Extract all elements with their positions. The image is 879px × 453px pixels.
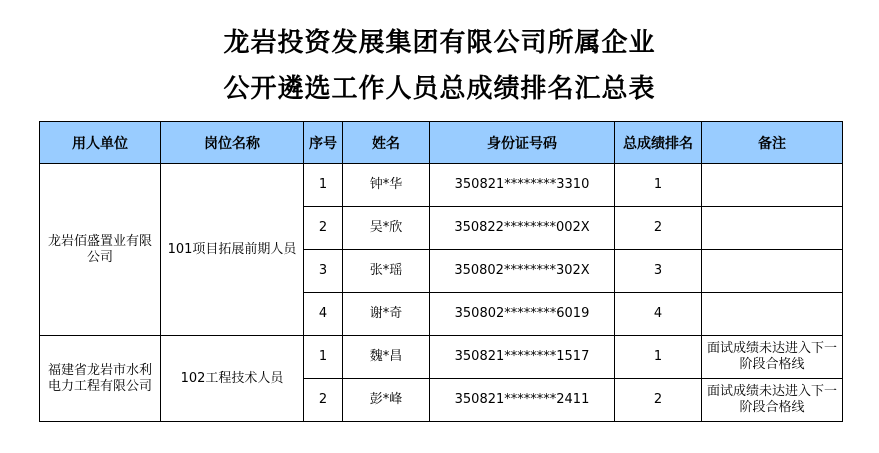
header-unit: 用人单位 xyxy=(40,122,161,164)
page-title-line1: 龙岩投资发展集团有限公司所属企业 xyxy=(223,28,656,58)
header-remark: 备注 xyxy=(702,122,843,164)
id-cell: 350822********002X xyxy=(430,207,615,250)
id-cell: 350821********2411 xyxy=(430,379,615,422)
ranking-table xyxy=(39,121,843,422)
rank-cell: 2 xyxy=(615,207,702,250)
remark-cell xyxy=(702,207,843,250)
unit-cell: 龙岩佰盛置业有限公司 xyxy=(40,164,161,336)
header-position: 岗位名称 xyxy=(161,122,304,164)
seq-cell: 1 xyxy=(304,164,343,207)
id-cell: 350802********302X xyxy=(430,250,615,293)
remark-cell: 面试成绩未达进入下一阶段合格线 xyxy=(702,379,843,422)
name-cell: 魏*昌 xyxy=(343,336,430,379)
remark-cell xyxy=(702,293,843,336)
seq-cell: 3 xyxy=(304,250,343,293)
header-id: 身份证号码 xyxy=(430,122,615,164)
seq-cell: 2 xyxy=(304,207,343,250)
header-name: 姓名 xyxy=(343,122,430,164)
name-cell: 彭*峰 xyxy=(343,379,430,422)
rank-cell: 4 xyxy=(615,293,702,336)
seq-cell: 1 xyxy=(304,336,343,379)
id-cell: 350802********6019 xyxy=(430,293,615,336)
remark-cell xyxy=(702,250,843,293)
id-cell: 350821********1517 xyxy=(430,336,615,379)
table-row xyxy=(40,164,843,207)
seq-cell: 4 xyxy=(304,293,343,336)
unit-cell: 福建省龙岩市水利电力工程有限公司 xyxy=(40,336,161,422)
header-seq: 序号 xyxy=(304,122,343,164)
remark-cell xyxy=(702,164,843,207)
position-cell: 101项目拓展前期人员 xyxy=(161,164,304,336)
rank-cell: 3 xyxy=(615,250,702,293)
page-title-line2: 公开遴选工作人员总成绩排名汇总表 xyxy=(223,74,656,104)
name-cell: 钟*华 xyxy=(343,164,430,207)
id-cell: 350821********3310 xyxy=(430,164,615,207)
position-cell: 102工程技术人员 xyxy=(161,336,304,422)
rank-cell: 1 xyxy=(615,336,702,379)
table-row xyxy=(40,336,843,379)
header-row xyxy=(40,122,843,164)
rank-cell: 1 xyxy=(615,164,702,207)
name-cell: 谢*奇 xyxy=(343,293,430,336)
header-rank: 总成绩排名 xyxy=(615,122,702,164)
rank-cell: 2 xyxy=(615,379,702,422)
seq-cell: 2 xyxy=(304,379,343,422)
name-cell: 张*瑶 xyxy=(343,250,430,293)
name-cell: 吴*欣 xyxy=(343,207,430,250)
remark-cell: 面试成绩未达进入下一阶段合格线 xyxy=(702,336,843,379)
